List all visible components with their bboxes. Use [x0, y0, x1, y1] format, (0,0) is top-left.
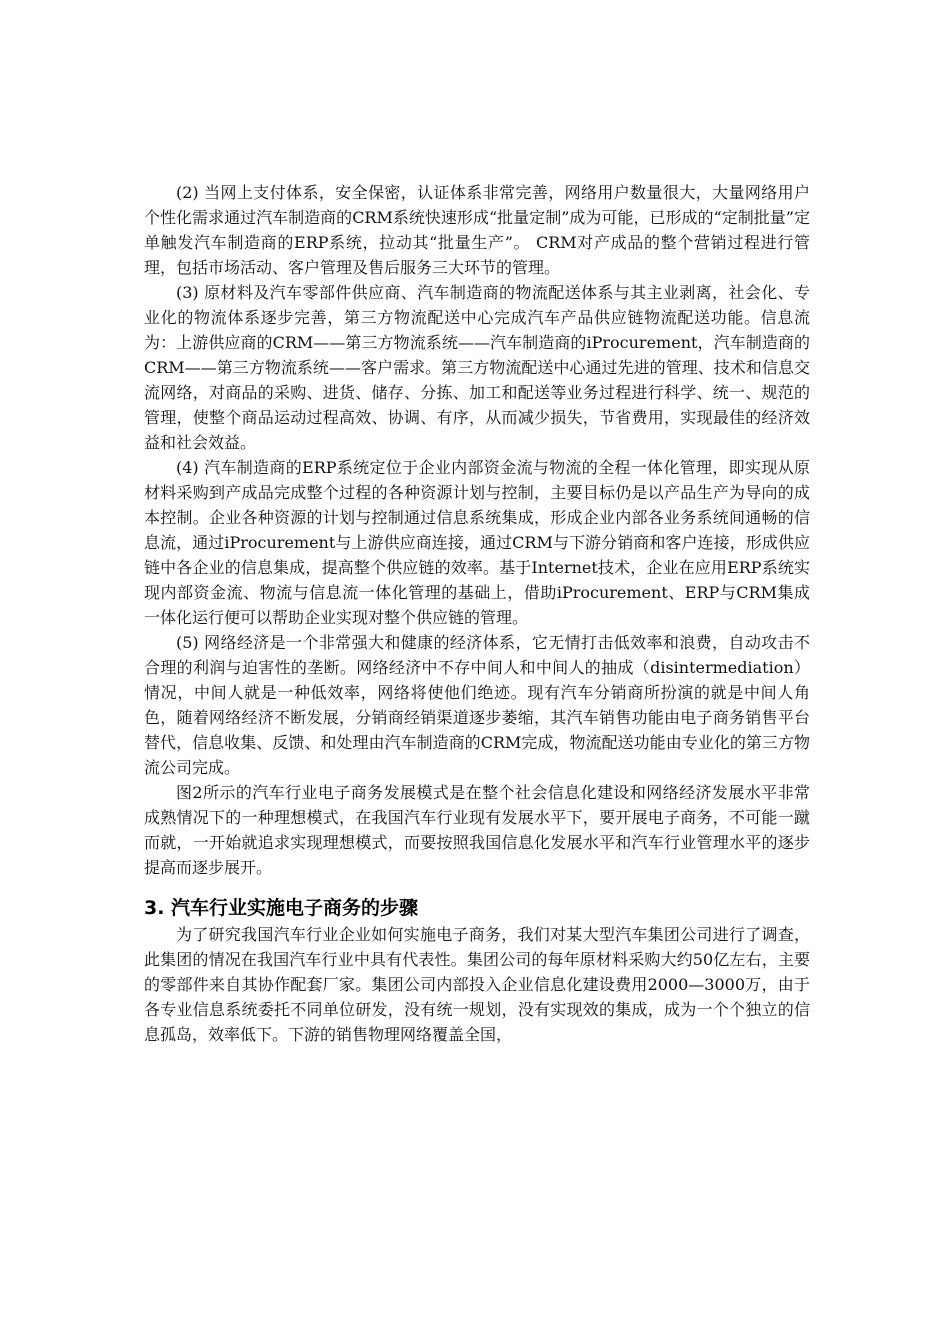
- section-heading: 3. 汽车行业实施电子商务的步骤: [144, 897, 419, 919]
- paragraph-figure-2-summary: 图2所示的汽车行业电子商务发展模式是在整个社会信息化建设和网络经济发展水平非常成熟情况下的一种理想模式，在我国汽车行业现有发展水平下，要开展电子商务，不可能一蹴而就，一开始就追求实现理想模式，而要按照我国信息化发展水平和汽车行业管理水平的逐步提高而逐步展开。: [144, 783, 810, 877]
- paragraph-survey: 为了研究我国汽车行业企业如何实施电子商务，我们对某大型汽车集团公司进行了调查，此集团的情况在我国汽车行业中具有代表性。集团公司的每年原材料采购大约50亿左右，主要的零部件来自其协作配套厂家。集团公司内部投入企业信息化建设费用2000—3000万，由于各专业信息系统委托不同单位研发，没有统一规划，没有实现效的集成，成为一个个独立的信息孤岛，效率低下。下游的销售物理网络覆盖全国，: [144, 925, 810, 1044]
- paragraph-item-5: (5) 网络经济是一个非常强大和健康的经济体系，它无情打击低效率和浪费，自动攻击不合理的利润与迫害性的垄断。网络经济中不存中间人和中间人的抽成（disintermediation）情况，中间人就是一种低效率，网络将使他们绝迹。现有汽车分销商所扮演的就是中间人角色，随着网络经济不断发展，分销商经销渠道逐步萎缩，其汽车销售功能由电子商务销售平台替代，信息收集、反馈、和处理由汽车制造商的CRM完成，物流配送功能由专业化的第三方物流公司完成。: [144, 633, 810, 777]
- document-body: [144, 180, 810, 1047]
- paragraph-item-4: (4) 汽车制造商的ERP系统定位于企业内部资金流与物流的全程一体化管理，即实现从原材料采购到产成品完成整个过程的各种资源计划与控制，主要目标仍是以产品生产为导向的成本控制。企业各种资源的计划与控制通过信息系统集成，形成企业内部各业务系统间通畅的信息流，通过iProcurement与上游供应商连接，通过CRM与下游分销商和客户连接，形成供应链中各企业的信息集成，提高整个供应链的效率。基于Internet技术，企业在应用ERP系统实现内部资金流、物流与信息流一体化管理的基础上，借助iProcurement、ERP与CRM集成一体化运行便可以帮助企业实现对整个供应链的管理。: [144, 458, 810, 627]
- paragraph-item-2: (2) 当网上支付体系，安全保密，认证体系非常完善，网络用户数量很大，大量网络用户个性化需求通过汽车制造商的CRM系统快速形成“批量定制”成为可能，已形成的“定制批量”定单触发汽车制造商的ERP系统，拉动其“批量生产”。 CRM对产成品的整个营销过程进行管理，包括市场活动、客户管理及售后服务三大环节的管理。: [144, 183, 810, 277]
- paragraph-item-3: (3) 原材料及汽车零部件供应商、汽车制造商的物流配送体系与其主业剥离，社会化、专业化的物流体系逐步完善，第三方物流配送中心完成汽车产品供应链物流配送功能。信息流为：上游供应商的CRM——第三方物流系统——汽车制造商的iProcurement，汽车制造商的CRM——第三方物流系统——客户需求。第三方物流配送中心通过先进的管理、技术和信息交流网络，对商品的采购、进货、储存、分拣、加工和配送等业务过程进行科学、统一、规范的管理，使整个商品运动过程高效、协调、有序，从而减少损失，节省费用，实现最佳的经济效益和社会效益。: [144, 283, 810, 452]
